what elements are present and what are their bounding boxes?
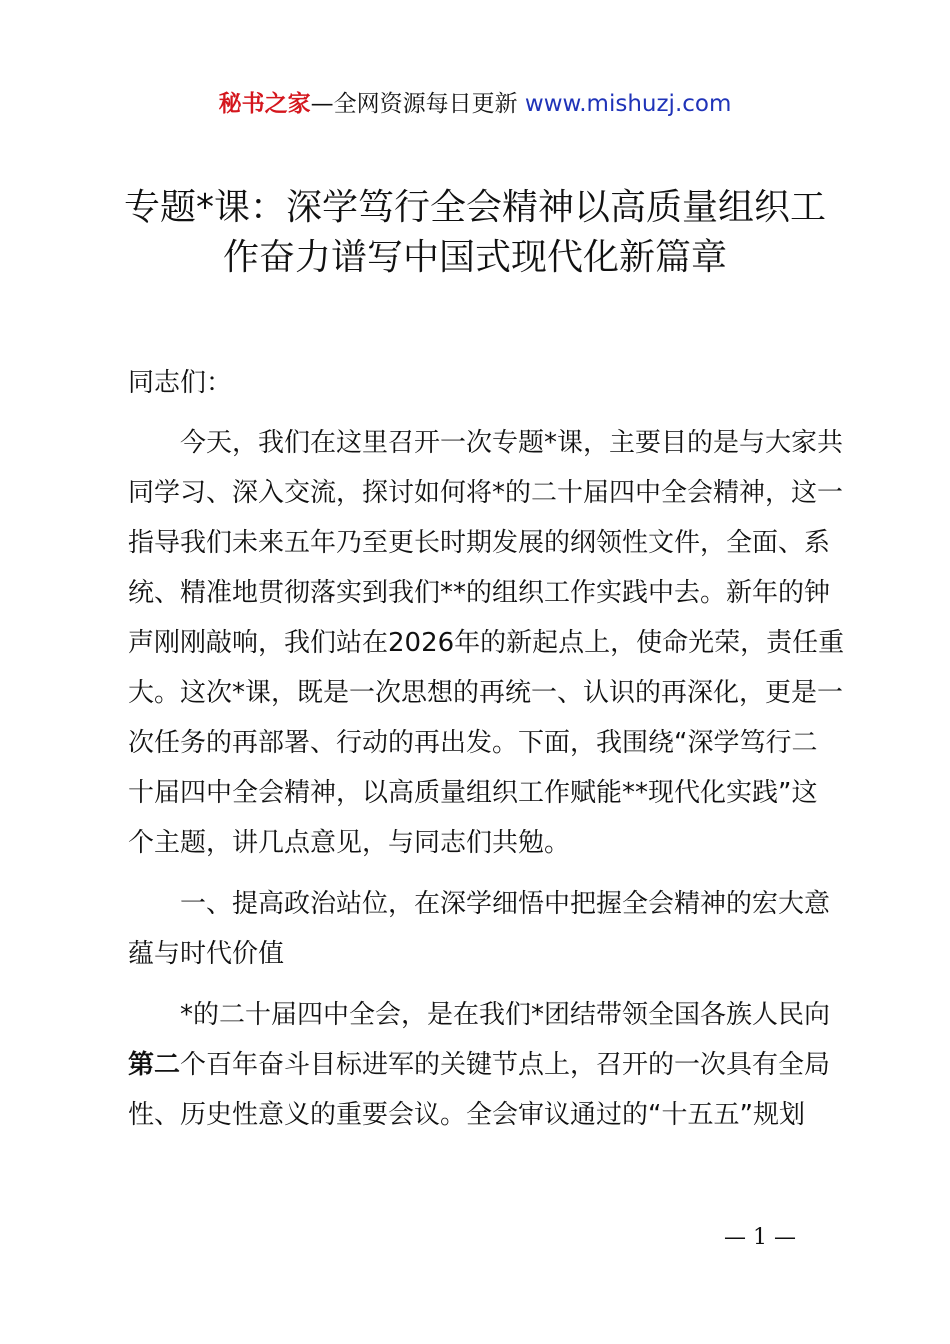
- title-line-2: 作奋力谱写中国式现代化新篇章: [222, 237, 727, 278]
- paragraph-line: 大。这次*课，既是一次思想的再统一、认识的再深化，更是一: [128, 678, 844, 708]
- paragraph-line: 次任务的再部署、行动的再出发。下面，我围绕“深学笃行二: [128, 728, 818, 758]
- paragraph-line: 十届四中全会精神，以高质量组织工作赋能**现代化实践”这: [128, 778, 818, 808]
- section-heading-line: 蕴与时代价值: [128, 939, 285, 969]
- paragraph-line: 同学习、深入交流，探讨如何将*的二十届四中全会精神，这一: [128, 478, 844, 508]
- header-url-link[interactable]: www.mishuzj.com: [524, 91, 732, 117]
- bold-emphasis: 第二: [128, 1050, 181, 1080]
- page-number: — 1 —: [724, 1225, 796, 1250]
- salutation-text: 同志们：: [128, 368, 233, 398]
- header-tagline: —全网资源每日更新: [310, 91, 525, 117]
- paragraph-line-rest: 个百年奋斗目标进军的关键节点上，召开的一次具有全局: [180, 1050, 831, 1080]
- paragraph-line: 声刚刚敲响，我们站在2026年的新起点上，使命光荣，责任重: [128, 628, 845, 658]
- document-title: [60, 183, 890, 283]
- title-line-1: 专题*课：深学笃行全会精神以高质量组织工: [123, 187, 826, 228]
- salutation: [128, 358, 833, 408]
- paragraph-plenum: [128, 990, 833, 1140]
- paragraph-line: 个主题，讲几点意见，与同志们共勉。: [128, 828, 571, 858]
- section-heading-line: 一、提高政治站位，在深学细悟中把握全会精神的宏大意: [180, 889, 831, 919]
- paragraph-intro: [128, 418, 845, 868]
- brand-name: 秘书之家: [218, 91, 311, 117]
- paragraph-line: 今天，我们在这里召开一次专题*课，主要目的是与大家共: [180, 428, 844, 458]
- section-heading-1: [128, 879, 833, 979]
- paragraph-line: 性、历史性意义的重要会议。全会审议通过的“十五五”规划: [128, 1100, 805, 1130]
- paragraph-line: [128, 1040, 833, 1090]
- site-header: [0, 88, 950, 120]
- paragraph-line: 指导我们未来五年乃至更长时期发展的纲领性文件，全面、系: [128, 528, 831, 558]
- paragraph-line: *的二十届四中全会，是在我们*团结带领全国各族人民向: [180, 1000, 831, 1030]
- paragraph-line: 统、精准地贯彻落实到我们**的组织工作实践中去。新年的钟: [128, 578, 831, 608]
